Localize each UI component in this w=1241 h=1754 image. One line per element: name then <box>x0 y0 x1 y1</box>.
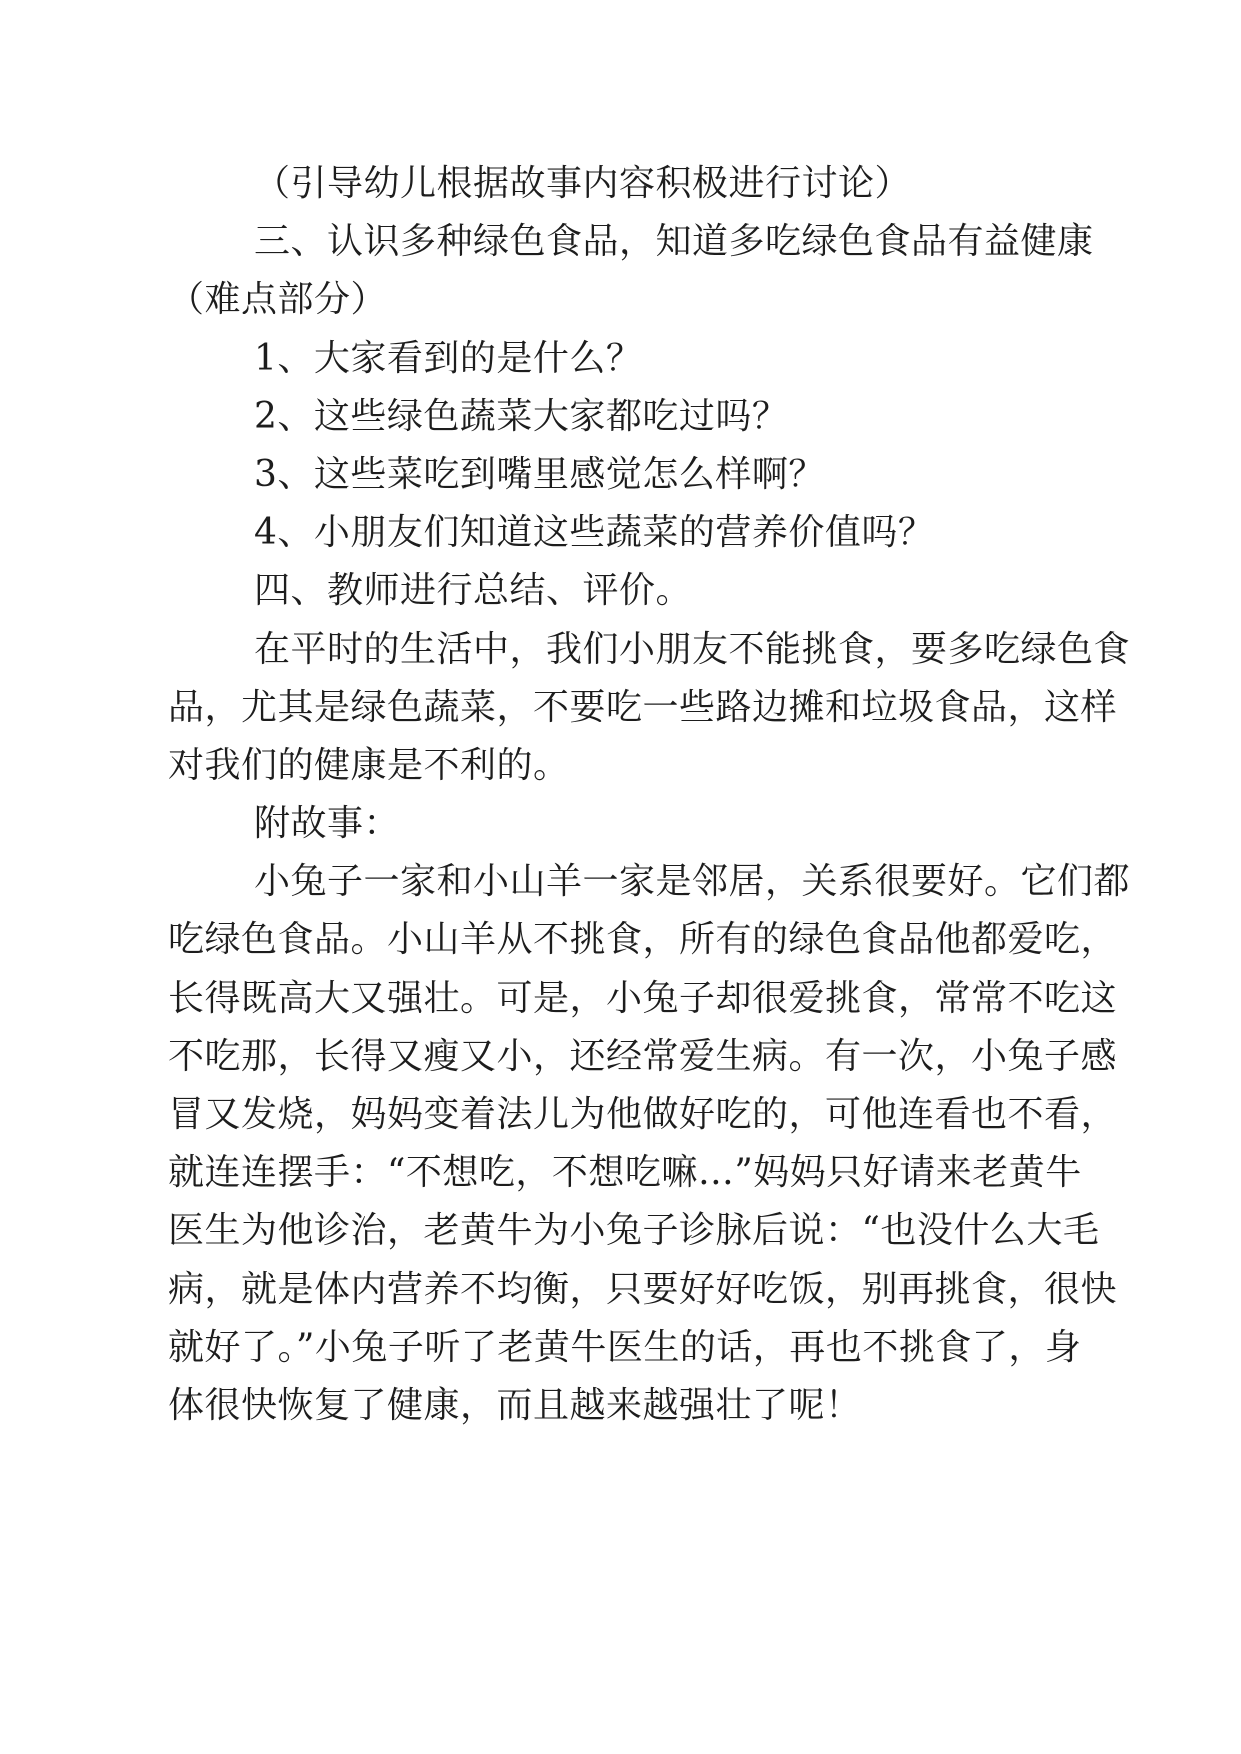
text-line: 附故事： <box>254 803 401 845</box>
text-line: 长得既高大又强壮。可是，小兔子却很爱挑食，常常不吃这 <box>168 977 1118 1019</box>
text-line: 冒又发烧，妈妈变着法儿为他做好吃的，可他连看也不看， <box>168 1094 1118 1135</box>
text-line: 医生为他诊治，老黄牛为小兔子诊脉后说：“也没什么大毛 <box>168 1210 1100 1252</box>
text-line: 小兔子一家和小山羊一家是邻居，关系很要好。它们都 <box>254 861 1131 903</box>
text-line: 病，就是体内营养不均衡，只要好好吃饭，别再挑食，很快 <box>168 1268 1118 1310</box>
document-body <box>168 155 1131 1435</box>
text-line: （引导幼儿根据故事内容积极进行讨论） <box>254 163 912 204</box>
text-line: 3、这些菜吃到嘴里感觉怎么样啊？ <box>254 453 825 495</box>
text-line: 三、认识多种绿色食品，知道多吃绿色食品有益健康 <box>254 221 1094 263</box>
text-line: 对我们的健康是不利的。 <box>168 744 570 786</box>
text-line: 吃绿色食品。小山羊从不挑食，所有的绿色食品他都爱吃， <box>168 919 1118 961</box>
text-line: 就连连摆手：“不想吃，不想吃嘛…”妈妈只好请来老黄牛 <box>168 1152 1082 1194</box>
text-line: 就好了。”小兔子听了老黄牛医生的话，再也不挑食了，身 <box>168 1326 1082 1368</box>
text-line: 品，尤其是绿色蔬菜，不要吃一些路边摊和垃圾食品，这样 <box>168 686 1118 728</box>
text-line: 4、小朋友们知道这些蔬菜的营养价值吗？ <box>254 512 935 554</box>
text-line: 四、教师进行总结、评价。 <box>254 570 693 612</box>
text-line: 1、大家看到的是什么？ <box>254 337 643 379</box>
text-line: 在平时的生活中，我们小朋友不能挑食，要多吃绿色食 <box>254 628 1131 670</box>
text-line: （难点部分） <box>168 279 388 321</box>
text-line: 2、这些绿色蔬菜大家都吃过吗？ <box>254 395 789 437</box>
text-line: 体很快恢复了健康，而且越来越强壮了呢！ <box>168 1384 862 1426</box>
text-line: 不吃那，长得又瘦又小，还经常爱生病。有一次，小兔子感 <box>168 1035 1118 1077</box>
